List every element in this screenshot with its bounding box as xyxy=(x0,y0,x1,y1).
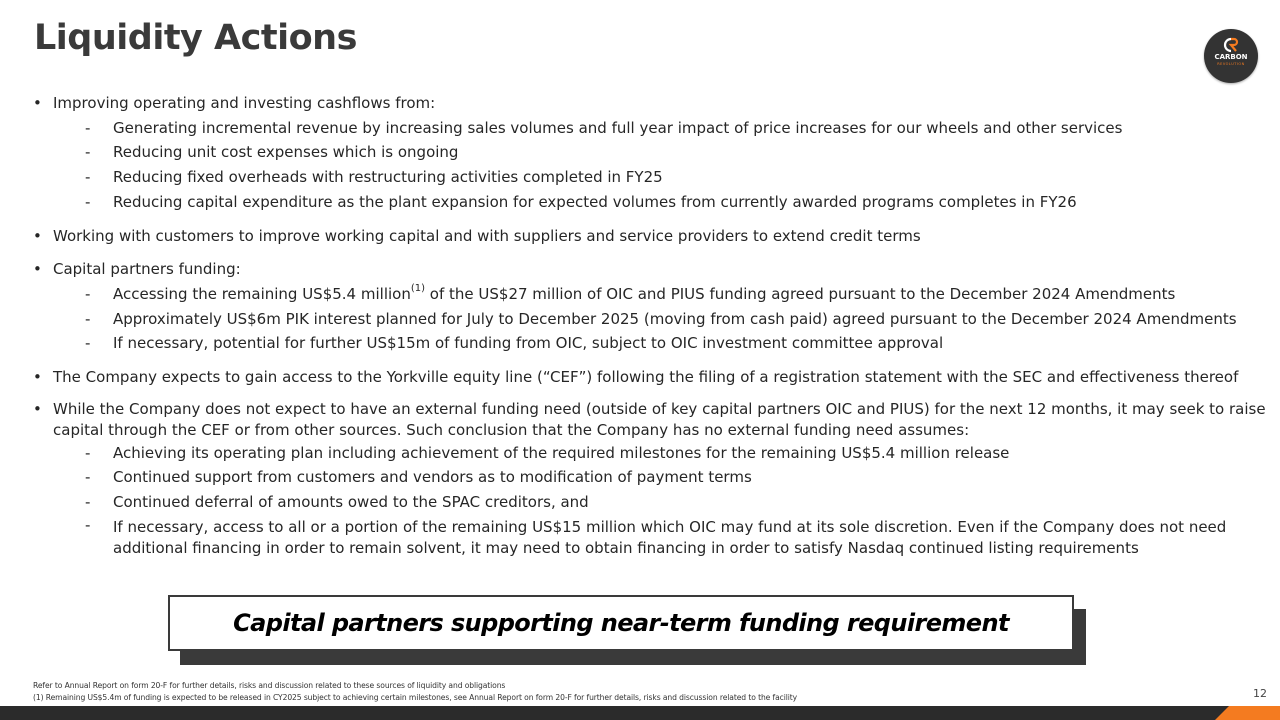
callout-text: Capital partners supporting near-term funding requirement xyxy=(233,609,1009,637)
footnote-general: Refer to Annual Report on form 20-F for further details, risks and discussion related to these sources of liquidity and obligations xyxy=(33,681,506,690)
footnote-1: (1) Remaining US$5.4m of funding is expected to be released in CY2025 subject to achieving certain milestones, see Annual Report on form 20-F for further details, risks and discussion related to the facility xyxy=(33,693,798,702)
sub-text: of the US$27 million of OIC and PIUS funding agreed pursuant to the December 2024 Amendments xyxy=(425,284,1176,303)
sub-item: - Continued deferral of amounts owed to the SPAC creditors, and xyxy=(30,490,1270,515)
sub-item: - Generating incremental revenue by increasing sales volumes and full year impact of price increases for our wheels and other services xyxy=(30,116,1270,141)
sub-item: - If necessary, potential for further US$15m of funding from OIC, subject to OIC investment committee approval xyxy=(30,331,1270,356)
sub-item: - Reducing unit cost expenses which is ongoing xyxy=(30,140,1270,165)
bullet-cashflows xyxy=(30,91,1270,215)
bullet-text: • Capital partners funding: xyxy=(30,257,1270,282)
bullet-text: • Working with customers to improve working capital and with suppliers and service providers to extend credit terms xyxy=(30,224,1270,249)
sub-item: - Reducing capital expenditure as the plant expansion for expected volumes from currently awarded programs completes in FY26 xyxy=(30,190,1270,215)
footnote-ref: (1) xyxy=(410,282,426,294)
sub-item-accessing xyxy=(30,282,1270,307)
bullet-yorkville xyxy=(30,365,1270,390)
bullet-working-capital xyxy=(30,224,1270,249)
footer-bar xyxy=(0,706,1280,720)
bullet-external-funding xyxy=(30,399,1270,559)
bullet-text: • The Company expects to gain access to the Yorkville equity line (“CEF”) following the filing of a registration statement with the SEC and effectiveness thereof xyxy=(30,365,1270,390)
bullet-capital-partners xyxy=(30,257,1270,356)
company-logo xyxy=(1204,29,1258,83)
sub-item: - Reducing fixed overheads with restructuring activities completed in FY25 xyxy=(30,165,1270,190)
bullet-text: • Improving operating and investing cashflows from: xyxy=(30,91,1270,116)
sub-item: - Approximately US$6m PIK interest planned for July to December 2025 (moving from cash paid) agreed pursuant to the December 2024 Amendments xyxy=(30,307,1270,332)
logo-name: CARBON xyxy=(1214,53,1248,61)
page-number: 12 xyxy=(1253,687,1267,700)
content-body xyxy=(30,91,1270,568)
page-title: Liquidity Actions xyxy=(34,18,357,58)
sub-text: Accessing the remaining US$5.4 million xyxy=(113,284,411,303)
logo-subtitle: REVOLUTION xyxy=(1217,62,1245,66)
sub-item: - Continued support from customers and vendors as to modification of payment terms xyxy=(30,465,1270,490)
bullet-text: • While the Company does not expect to have an external funding need (outside of key capital partners OIC and PIUS) for the next 12 months, it may seek to raise capital through the CEF or from other sources. Such conclusion that the Company has no external funding need assumes: xyxy=(30,399,1270,441)
sub-item: - Achieving its operating plan including achievement of the required milestones for the remaining US$5.4 million release xyxy=(30,441,1270,466)
callout-box xyxy=(168,595,1074,651)
sub-item: - If necessary, access to all or a portion of the remaining US$15 million which OIC may fund at its sole discretion. Even if the Company does not need additional financing in order to remain solvent, it may need to obtain financing in order to satisfy Nasdaq continued listing requirements xyxy=(30,515,1270,559)
